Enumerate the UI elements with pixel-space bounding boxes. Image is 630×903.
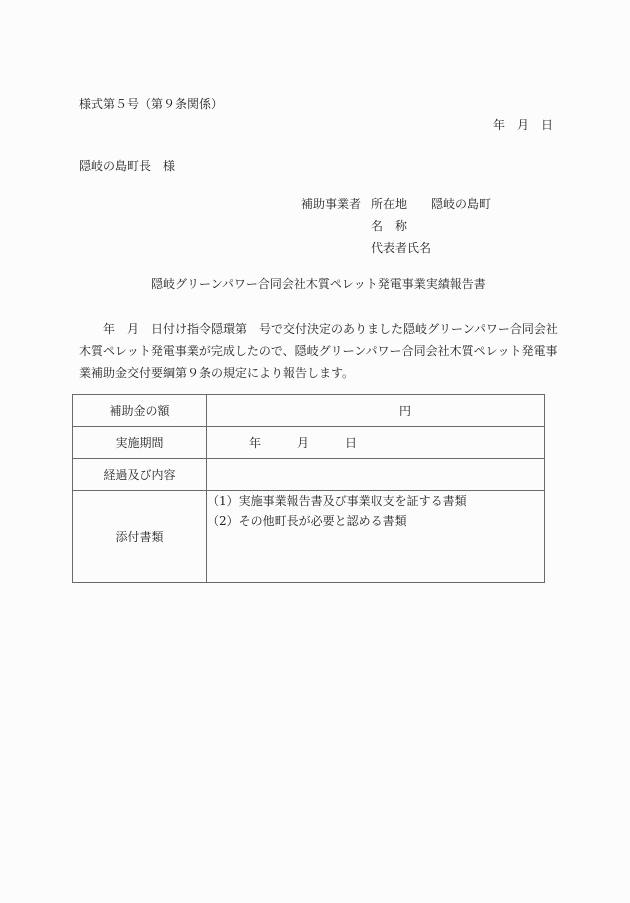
period-day: 日: [345, 436, 358, 450]
yen-unit: 円: [399, 404, 412, 418]
subsidy-amount-field[interactable]: [207, 395, 545, 427]
applicant-label: 補助事業者: [301, 197, 362, 211]
report-body: [79, 318, 558, 384]
progress-label: 経過及び内容: [73, 459, 207, 491]
period-month: 月: [297, 436, 310, 450]
report-table: [72, 394, 545, 583]
period-field[interactable]: [207, 427, 545, 459]
period-label: 実施期間: [73, 427, 207, 459]
table-row-subsidy-amount: [73, 395, 545, 427]
representative-label: 代表者氏名: [371, 241, 432, 255]
body-line-2: 木質ペレット発電事業が完成したので、隠岐グリーンパワー合同会社木質ペレット発電事: [79, 344, 558, 358]
name-label: 名 称: [371, 219, 408, 233]
progress-field[interactable]: [207, 459, 545, 491]
document-title: 隠岐グリーンパワー合同会社木質ペレット発電事業実績報告書: [151, 277, 486, 291]
attachment-item-1: （1）実施事業報告書及び事業収支を証する書類: [207, 494, 467, 508]
date-day: 日: [541, 118, 554, 132]
date-year: 年: [493, 118, 506, 132]
period-year: 年: [249, 436, 262, 450]
address-label: 所在地: [371, 197, 408, 211]
attachments-field[interactable]: [207, 491, 545, 583]
body-line-3: 業補助金交付要綱第９条の規定により報告します。: [79, 366, 355, 380]
subsidy-amount-label: 補助金の額: [73, 395, 207, 427]
form-number: 様式第５号（第９条関係）: [79, 97, 224, 111]
submission-date: [493, 117, 553, 133]
address-value: 隠岐の島町: [431, 197, 492, 211]
addressee: 隠岐の島町長 様: [79, 159, 176, 173]
applicant-block: [301, 196, 561, 262]
date-month: 月: [517, 118, 530, 132]
table-row-period: [73, 427, 545, 459]
table-row-attachments: [73, 491, 545, 583]
table-row-progress: [73, 459, 545, 491]
attachments-label: 添付書類: [73, 491, 207, 583]
attachment-item-2: （2）その他町長が必要と認める書類: [207, 514, 407, 528]
body-line-1: 年 月 日付け指令隠環第 号で交付決定のありました隠岐グリーンパワー合同会社: [79, 322, 558, 336]
